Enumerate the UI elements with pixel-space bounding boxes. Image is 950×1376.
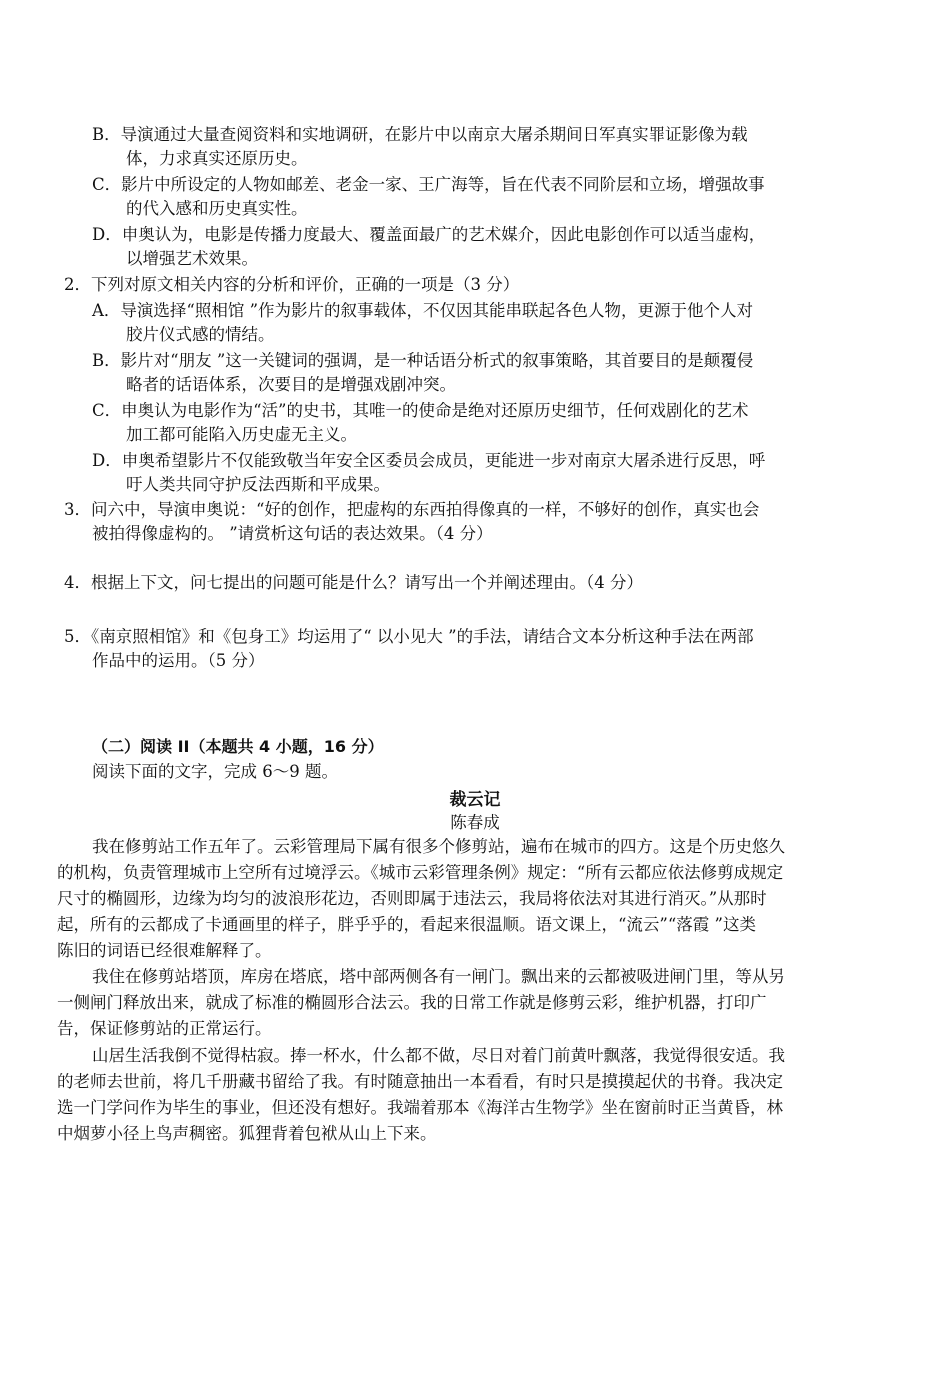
q3-line-1: 3．问六中，导演申奥说：“好的创作，把虚构的东西拍得像真的一样，不够好的创作，真实也会 xyxy=(64,500,760,519)
option-label: B． xyxy=(92,125,121,144)
option-label: D． xyxy=(92,451,122,470)
paragraph-2-line: 告，保证修剪站的正常运行。 xyxy=(57,1019,272,1038)
paragraph-1-line: 尺寸的椭圆形，边缘为均匀的波浪形花边，否则即属于违法云，我局将依法对其进行消灭。”从那时 xyxy=(57,889,767,908)
passage-author: 陈春成 xyxy=(450,813,500,832)
paragraph-2-line: 我住在修剪站塔顶，库房在塔底，塔中部两侧各有一闸门。飘出来的云都被吸进闸门里，等从另 xyxy=(92,967,785,986)
section-heading: （二）阅读 II（本题共 4 小题，16 分） xyxy=(92,737,384,756)
q1-option-b xyxy=(92,122,748,148)
paragraph-3-line: 的老师去世前，将几千册藏书留给了我。有时随意抽出一本看看，有时只是摸摸起伏的书脊。我决定 xyxy=(57,1072,783,1091)
option-label: A． xyxy=(92,301,121,320)
q2-stem: 2．下列对原文相关内容的分析和评价，正确的一项是（3 分） xyxy=(64,275,520,294)
paragraph-1-line: 我在修剪站工作五年了。云彩管理局下属有很多个修剪站，遍布在城市的四方。这是个历史悠久 xyxy=(92,837,785,856)
q2-option-a-cont: 胶片仪式感的情结。 xyxy=(126,325,275,344)
option-text-line: 申奥认为，电影是传播力度最大、覆盖面最广的艺术媒介，因此电影创作可以适当虚构， xyxy=(121,225,766,244)
option-text-line: 导演选择“照相馆 ”作为影片的叙事载体，不仅因其能串联起各色人物，更源于他个人对 xyxy=(120,301,754,320)
q2-option-b xyxy=(92,348,753,374)
q1-option-d-cont: 以增强艺术效果。 xyxy=(126,249,258,268)
paragraph-3-line: 中烟萝小径上鸟声稠密。狐狸背着包袱从山上下来。 xyxy=(57,1124,437,1143)
paragraph-2-line: 一侧闸门释放出来，就成了标准的椭圆形合法云。我的日常工作就是修剪云彩，维护机器，打印广 xyxy=(57,993,767,1012)
q1-option-d xyxy=(92,222,765,248)
passage-title: 裁云记 xyxy=(449,790,501,810)
q5-line-2: 作品中的运用。（5 分） xyxy=(92,651,265,670)
q2-option-a xyxy=(92,298,753,324)
q4-line: 4．根据上下文，问七提出的问题可能是什么？请写出一个并阐述理由。（4 分） xyxy=(64,573,643,592)
q2-option-d xyxy=(92,448,765,474)
q2-option-c-cont: 加工都可能陷入历史虚无主义。 xyxy=(126,425,357,444)
option-text-line: 影片中所设定的人物如邮差、老金一家、王广海等，旨在代表不同阶层和立场，增强故事 xyxy=(121,175,765,194)
paragraph-3-line: 选一门学问作为毕生的事业，但还没有想好。我端着那本《海洋古生物学》坐在窗前时正当黄昏，林 xyxy=(57,1098,783,1117)
option-label: C． xyxy=(92,401,122,420)
option-label: B． xyxy=(92,351,121,370)
paragraph-3-line: 山居生活我倒不觉得枯寂。捧一杯水，什么都不做，尽日对着门前黄叶飘落，我觉得很安适。我 xyxy=(92,1046,785,1065)
q1-option-b-cont: 体，力求真实还原历史。 xyxy=(126,149,308,168)
q2-option-c xyxy=(92,398,749,424)
option-text-line: 申奥认为电影作为“活”的史书，其唯一的使命是绝对还原历史细节，任何戏剧化的艺术 xyxy=(121,401,749,420)
option-text-line: 申奥希望影片不仅能致敬当年安全区委员会成员，更能进一步对南京大屠杀进行反思，呼 xyxy=(121,451,766,470)
paragraph-1-line: 起，所有的云都成了卡通画里的样子，胖乎乎的，看起来很温顺。语文课上，“流云”“落霞 ”这类 xyxy=(57,915,756,934)
q1-option-c-cont: 的代入感和历史真实性。 xyxy=(126,199,308,218)
option-label: C． xyxy=(92,175,122,194)
q3-line-2: 被拍得像虚构的。 ”请赏析这句话的表达效果。（4 分） xyxy=(92,524,493,543)
q5-line-1: 5．《南京照相馆》和《包身工》均运用了“ 以小见大 ”的手法，请结合文本分析这种手法在两部 xyxy=(64,627,754,646)
q2-option-b-cont: 略者的话语体系，次要目的是增强戏剧冲突。 xyxy=(126,375,456,394)
option-label: D． xyxy=(92,225,122,244)
option-text-line: 导演通过大量查阅资料和实地调研，在影片中以南京大屠杀期间日军真实罪证影像为载 xyxy=(120,125,748,144)
paragraph-1-line: 陈旧的词语已经很难解释了。 xyxy=(57,941,272,960)
section-instruction: 阅读下面的文字，完成 6～9 题。 xyxy=(92,762,338,781)
option-text-line: 影片对“朋友 ”这一关键词的强调，是一种话语分析式的叙事策略，其首要目的是颠覆侵 xyxy=(120,351,754,370)
q1-option-c xyxy=(92,172,765,198)
q2-option-d-cont: 吁人类共同守护反法西斯和平成果。 xyxy=(126,475,390,494)
paragraph-1-line: 的机构，负责管理城市上空所有过境浮云。《城市云彩管理条例》规定：“所有云都应依法修剪成规定 xyxy=(57,863,784,882)
